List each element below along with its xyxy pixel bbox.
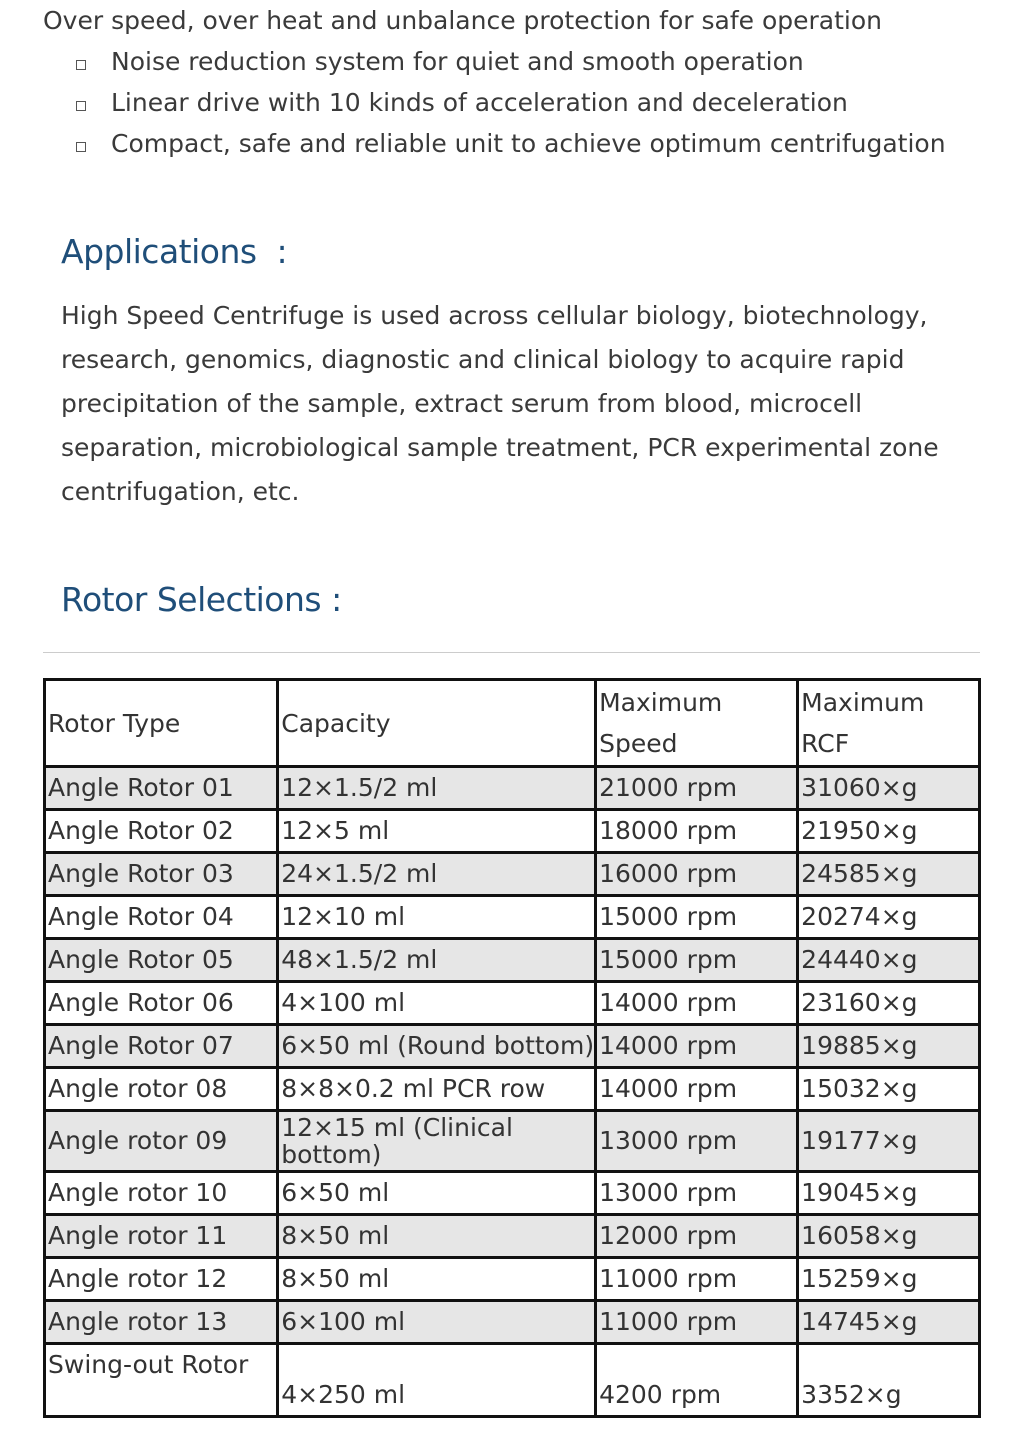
column-header-rotor-type: Rotor Type bbox=[45, 680, 278, 767]
paragraph-line: separation, microbiological sample treatment, PCR experimental zone bbox=[61, 433, 939, 462]
cell-rotor-type: Angle rotor 11 bbox=[45, 1215, 278, 1258]
cell-max-rcf: 31060×g bbox=[798, 767, 980, 810]
cell-rotor-type: Angle rotor 10 bbox=[45, 1172, 278, 1215]
rotor-selections-heading: Rotor Selections : bbox=[61, 580, 342, 619]
cell-max-speed: 11000 rpm bbox=[596, 1301, 798, 1344]
cell-max-speed: 14000 rpm bbox=[596, 982, 798, 1025]
cell-capacity: 8×50 ml bbox=[278, 1258, 596, 1301]
table-row bbox=[45, 1301, 980, 1344]
column-header-max-rcf bbox=[798, 680, 980, 767]
square-bullet-icon bbox=[76, 142, 86, 152]
cell-rotor-type: Swing-out Rotor bbox=[45, 1344, 278, 1417]
cell-capacity: 12×15 ml (Clinical bottom) bbox=[278, 1111, 596, 1172]
cell-max-speed: 11000 rpm bbox=[596, 1258, 798, 1301]
cell-max-speed: 16000 rpm bbox=[596, 853, 798, 896]
table-row bbox=[45, 1172, 980, 1215]
column-header-capacity: Capacity bbox=[278, 680, 596, 767]
table-row bbox=[45, 767, 980, 810]
table-row bbox=[45, 1025, 980, 1068]
cell-capacity: 12×10 ml bbox=[278, 896, 596, 939]
cell-max-speed: 12000 rpm bbox=[596, 1215, 798, 1258]
divider bbox=[43, 652, 980, 653]
table-row bbox=[45, 939, 980, 982]
cell-capacity: 6×50 ml (Round bottom) bbox=[278, 1025, 596, 1068]
column-header-max-speed bbox=[596, 680, 798, 767]
cell-capacity: 48×1.5/2 ml bbox=[278, 939, 596, 982]
cell-max-rcf: 15032×g bbox=[798, 1068, 980, 1111]
cell-max-rcf: 19177×g bbox=[798, 1111, 980, 1172]
cell-rotor-type: Angle Rotor 02 bbox=[45, 810, 278, 853]
table-row bbox=[45, 1344, 980, 1417]
cell-max-speed: 15000 rpm bbox=[596, 939, 798, 982]
cell-max-speed: 15000 rpm bbox=[596, 896, 798, 939]
cell-max-rcf: 16058×g bbox=[798, 1215, 980, 1258]
cell-max-rcf: 20274×g bbox=[798, 896, 980, 939]
square-bullet-icon bbox=[76, 101, 86, 111]
cell-capacity: 6×50 ml bbox=[278, 1172, 596, 1215]
table-row bbox=[45, 810, 980, 853]
cell-max-speed: 14000 rpm bbox=[596, 1068, 798, 1111]
cell-max-rcf: 19045×g bbox=[798, 1172, 980, 1215]
header-line: Maximum bbox=[801, 688, 925, 717]
cell-capacity: 4×100 ml bbox=[278, 982, 596, 1025]
cell-max-rcf: 14745×g bbox=[798, 1301, 980, 1344]
cell-max-rcf: 23160×g bbox=[798, 982, 980, 1025]
cell-max-speed: 13000 rpm bbox=[596, 1172, 798, 1215]
cell-capacity: 4×250 ml bbox=[278, 1344, 596, 1417]
cell-max-rcf: 3352×g bbox=[798, 1344, 980, 1417]
cell-max-rcf: 24440×g bbox=[798, 939, 980, 982]
rotor-table bbox=[43, 678, 981, 1418]
cell-rotor-type: Angle Rotor 04 bbox=[45, 896, 278, 939]
feature-text: Noise reduction system for quiet and smooth operation bbox=[111, 47, 804, 76]
table-row bbox=[45, 1068, 980, 1111]
cell-rotor-type: Angle Rotor 06 bbox=[45, 982, 278, 1025]
cell-rotor-type: Angle Rotor 03 bbox=[45, 853, 278, 896]
cell-rotor-type: Angle rotor 08 bbox=[45, 1068, 278, 1111]
cell-rotor-type: Angle rotor 12 bbox=[45, 1258, 278, 1301]
header-line: RCF bbox=[801, 729, 850, 758]
cell-max-speed: 18000 rpm bbox=[596, 810, 798, 853]
feature-text: Linear drive with 10 kinds of acceleration and deceleration bbox=[111, 88, 848, 117]
cell-max-speed: 21000 rpm bbox=[596, 767, 798, 810]
paragraph-line: precipitation of the sample, extract serum from blood, microcell bbox=[61, 389, 863, 418]
table-row bbox=[45, 853, 980, 896]
feature-text: Compact, safe and reliable unit to achieve optimum centrifugation bbox=[111, 129, 946, 158]
header-line: Maximum bbox=[599, 688, 723, 717]
table-row bbox=[45, 896, 980, 939]
paragraph-line: High Speed Centrifuge is used across cellular biology, biotechnology, bbox=[61, 301, 928, 330]
applications-heading: Applications : bbox=[61, 232, 288, 271]
cell-rotor-type: Angle Rotor 05 bbox=[45, 939, 278, 982]
cell-max-speed: 13000 rpm bbox=[596, 1111, 798, 1172]
cell-max-rcf: 21950×g bbox=[798, 810, 980, 853]
cell-rotor-type: Angle Rotor 01 bbox=[45, 767, 278, 810]
cell-max-speed: 14000 rpm bbox=[596, 1025, 798, 1068]
cell-max-speed: 4200 rpm bbox=[596, 1344, 798, 1417]
cell-capacity: 8×50 ml bbox=[278, 1215, 596, 1258]
cell-max-rcf: 15259×g bbox=[798, 1258, 980, 1301]
cell-max-rcf: 19885×g bbox=[798, 1025, 980, 1068]
header-line: Speed bbox=[599, 729, 678, 758]
cell-capacity: 8×8×0.2 ml PCR row bbox=[278, 1068, 596, 1111]
cell-capacity: 12×5 ml bbox=[278, 810, 596, 853]
paragraph-line: centrifugation, etc. bbox=[61, 477, 300, 506]
table-row bbox=[45, 1111, 980, 1172]
cell-rotor-type: Angle Rotor 07 bbox=[45, 1025, 278, 1068]
cell-capacity: 24×1.5/2 ml bbox=[278, 853, 596, 896]
cell-rotor-type: Angle rotor 13 bbox=[45, 1301, 278, 1344]
square-bullet-icon bbox=[76, 60, 86, 70]
cell-capacity: 12×1.5/2 ml bbox=[278, 767, 596, 810]
table-row bbox=[45, 982, 980, 1025]
applications-paragraph bbox=[61, 294, 961, 514]
paragraph-line: research, genomics, diagnostic and clinical biology to acquire rapid bbox=[61, 345, 905, 374]
table-row bbox=[45, 1258, 980, 1301]
intro-line: Over speed, over heat and unbalance protection for safe operation bbox=[43, 6, 883, 35]
cell-max-rcf: 24585×g bbox=[798, 853, 980, 896]
cell-capacity: 6×100 ml bbox=[278, 1301, 596, 1344]
table-row bbox=[45, 1215, 980, 1258]
table-header-row bbox=[45, 680, 980, 767]
cell-rotor-type: Angle rotor 09 bbox=[45, 1111, 278, 1172]
